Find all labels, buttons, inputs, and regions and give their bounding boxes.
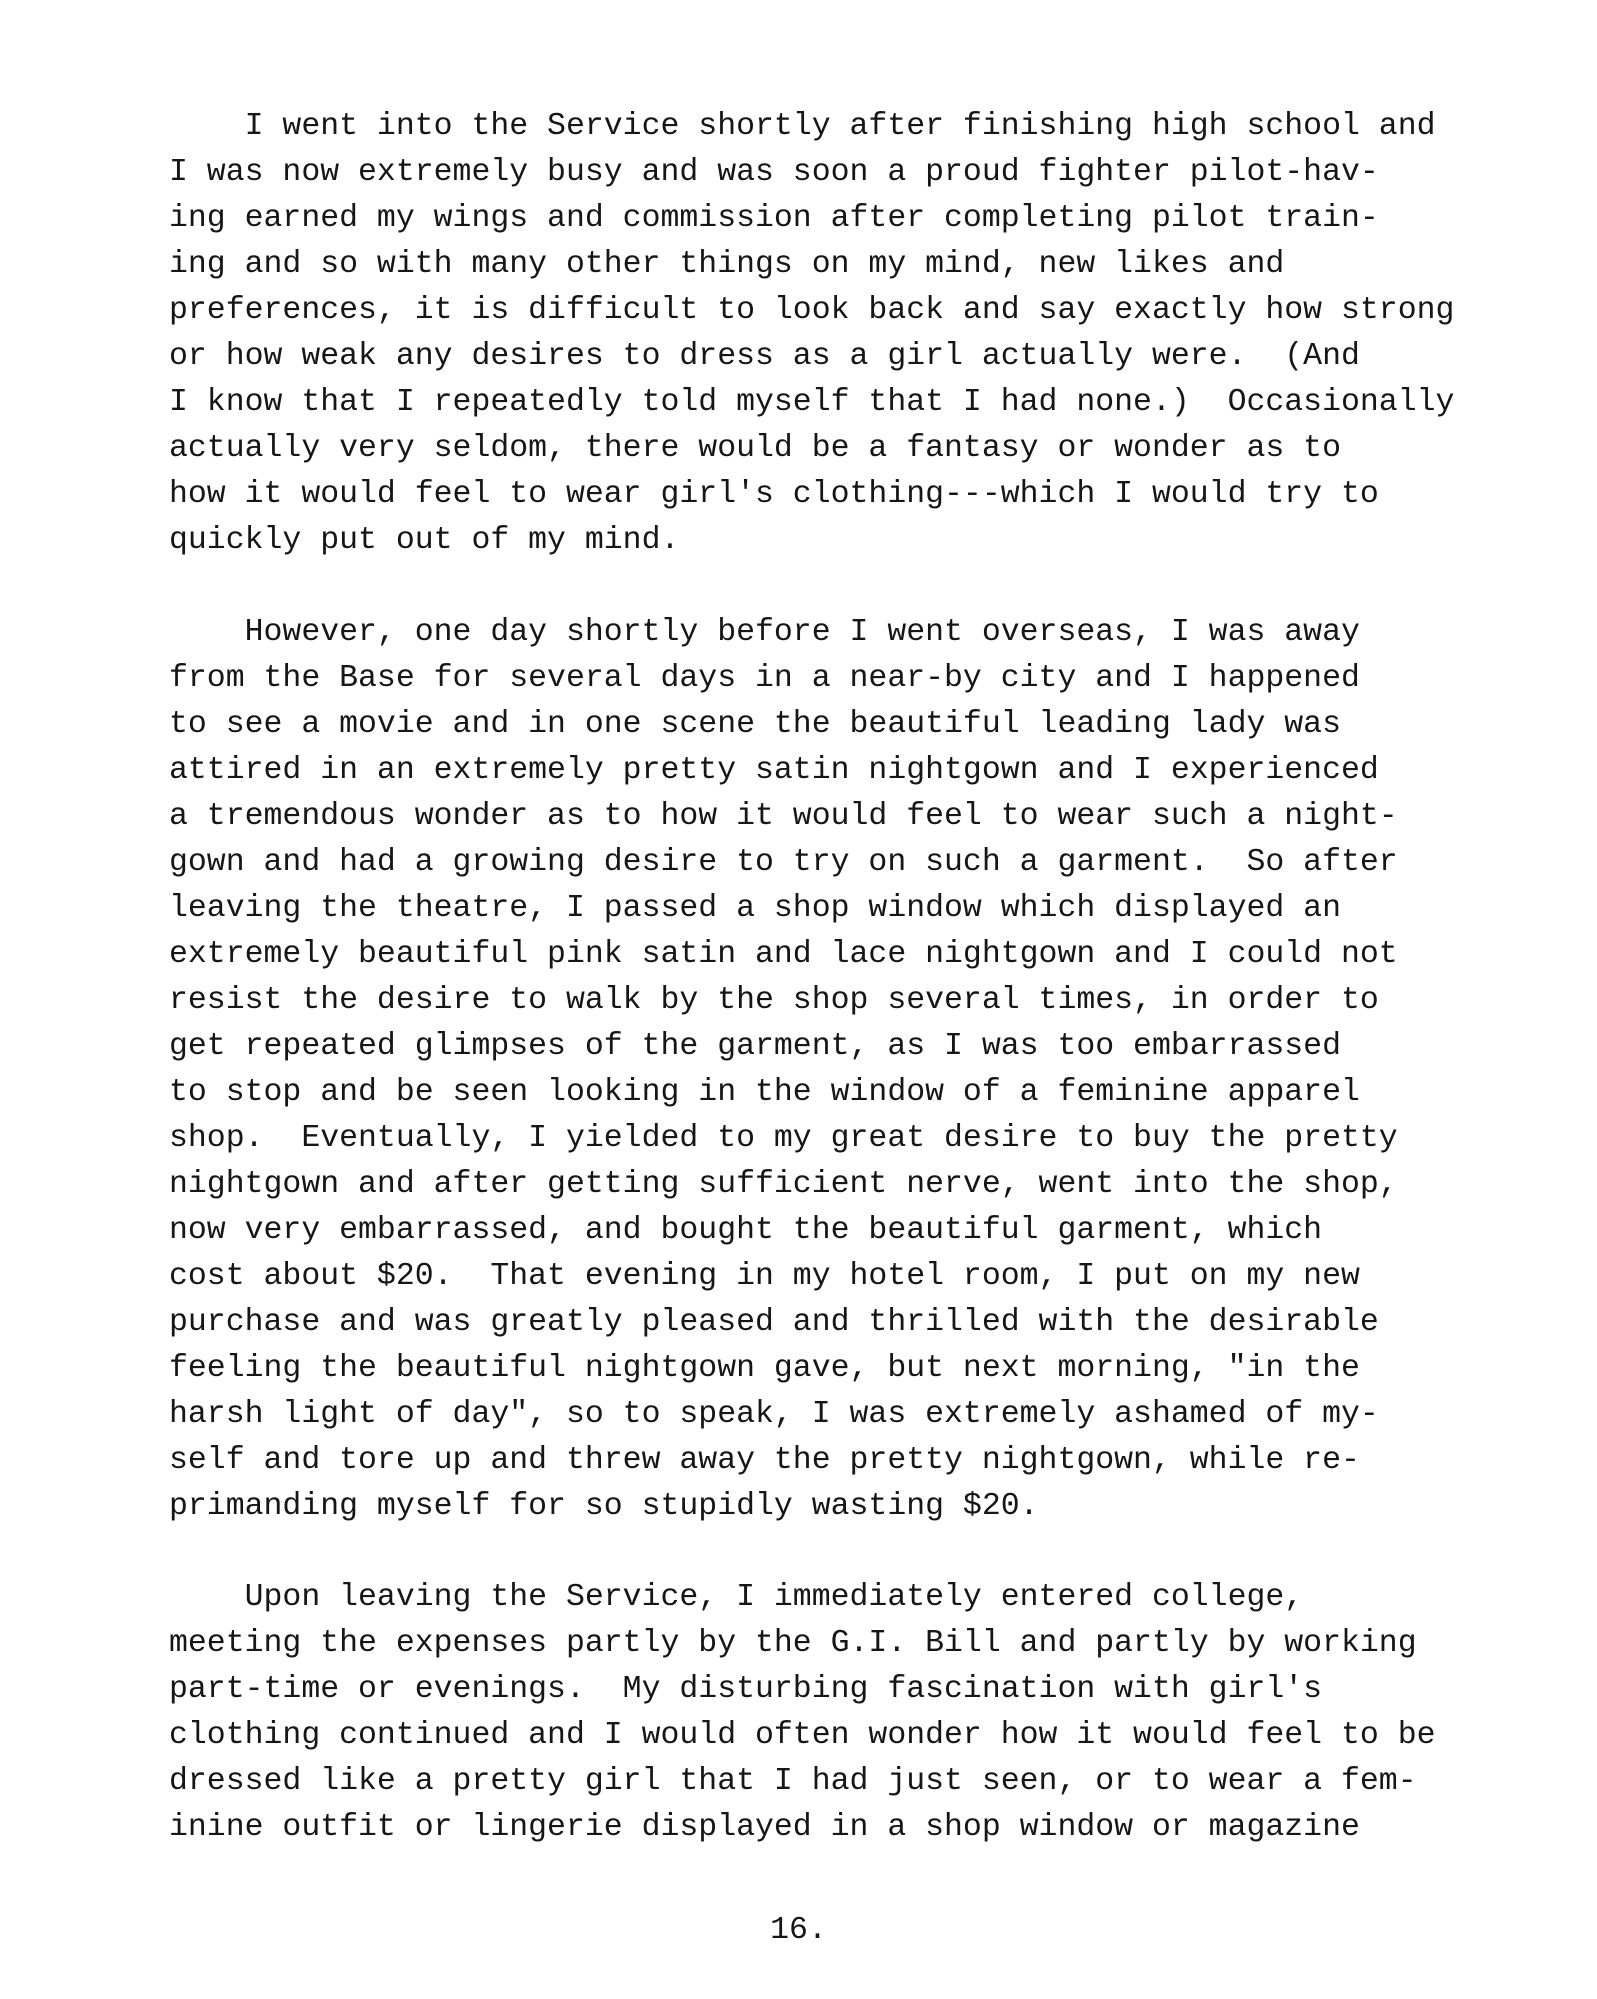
text-line: extremely beautiful pink satin and lace nightgown and I could not [169, 937, 1398, 972]
text-line: to see a movie and in one scene the beautiful leading lady was [169, 707, 1341, 742]
text-line: shop. Eventually, I yielded to my great desire to buy the pretty [169, 1121, 1398, 1156]
paragraph [169, 104, 1544, 564]
paragraph [169, 610, 1544, 1530]
page-number: 16. [770, 1913, 827, 1948]
text-line: I know that I repeatedly told myself that I had none.) Occasionally [169, 385, 1455, 420]
text-line: from the Base for several days in a near-by city and I happened [169, 661, 1360, 696]
text-line: part-time or evenings. My disturbing fascination with girl's [169, 1672, 1323, 1707]
text-line: feeling the beautiful nightgown gave, but next morning, "in the [169, 1351, 1360, 1386]
text-line: how it would feel to wear girl's clothing---which I would try to [169, 477, 1379, 512]
text-line: inine outfit or lingerie displayed in a shop window or magazine [169, 1810, 1360, 1845]
text-line: harsh light of day", so to speak, I was extremely ashamed of my- [169, 1397, 1379, 1432]
text-line: self and tore up and threw away the pretty nightgown, while re- [169, 1443, 1360, 1478]
text-line: actually very seldom, there would be a fantasy or wonder as to [169, 431, 1341, 466]
text-line: leaving the theatre, I passed a shop window which displayed an [169, 891, 1341, 926]
text-line: quickly put out of my mind. [169, 523, 680, 558]
text-line: to stop and be seen looking in the window of a feminine apparel [169, 1075, 1360, 1110]
text-line: ing earned my wings and commission after completing pilot train- [169, 201, 1379, 236]
text-line: gown and had a growing desire to try on such a garment. So after [169, 845, 1398, 880]
text-line: get repeated glimpses of the garment, as I was too embarrassed [169, 1029, 1341, 1064]
text-line: ing and so with many other things on my mind, new likes and [169, 247, 1285, 282]
text-line: attired in an extremely pretty satin nightgown and I experienced [169, 753, 1379, 788]
text-line: a tremendous wonder as to how it would feel to wear such a night- [169, 799, 1398, 834]
text-line: now very embarrassed, and bought the beautiful garment, which [169, 1213, 1323, 1248]
text-line: preferences, it is difficult to look back and say exactly how strong [169, 293, 1455, 328]
text-line: meeting the expenses partly by the G.I. Bill and partly by working [169, 1626, 1417, 1661]
text-line: However, one day shortly before I went overseas, I was away [169, 615, 1360, 650]
text-line: dressed like a pretty girl that I had just seen, or to wear a fem- [169, 1764, 1417, 1799]
text-line: clothing continued and I would often wonder how it would feel to be [169, 1718, 1436, 1753]
text-line: cost about $20. That evening in my hotel room, I put on my new [169, 1259, 1360, 1294]
text-line: primanding myself for so stupidly wasting $20. [169, 1489, 1039, 1524]
text-line: I was now extremely busy and was soon a proud fighter pilot-hav- [169, 155, 1379, 190]
text-line: purchase and was greatly pleased and thrilled with the desirable [169, 1305, 1379, 1340]
text-line: resist the desire to walk by the shop several times, in order to [169, 983, 1379, 1018]
paragraph [169, 1575, 1544, 1851]
text-line: nightgown and after getting sufficient nerve, went into the shop, [169, 1167, 1398, 1202]
text-line: I went into the Service shortly after finishing high school and [169, 109, 1436, 144]
text-line: Upon leaving the Service, I immediately entered college, [169, 1580, 1304, 1615]
text-line: or how weak any desires to dress as a girl actually were. (And [169, 339, 1360, 374]
